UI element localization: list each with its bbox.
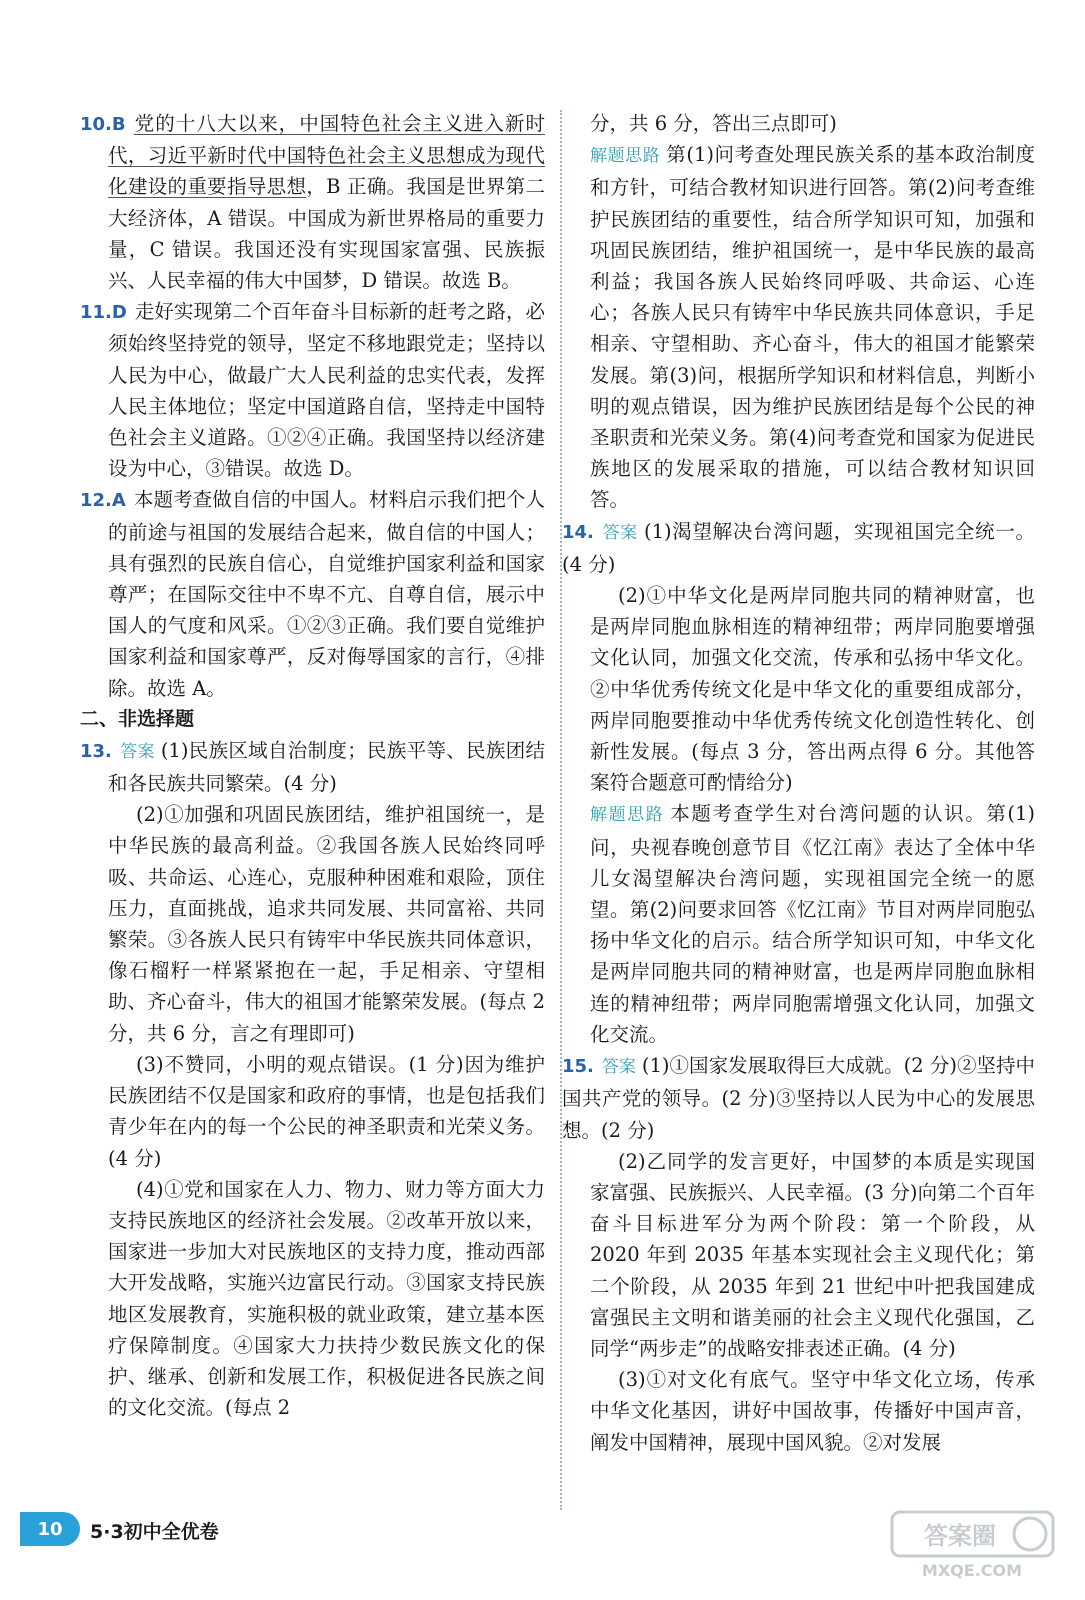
question-13: [80, 735, 545, 799]
question-number: 15.: [562, 1056, 594, 1078]
svg-text:MXQE.COM: MXQE.COM: [921, 1561, 1023, 1580]
watermark-logo: [890, 1510, 1055, 1580]
underlined-text: 党的十八大以来，中国特色社会主义进入新时代，习近平新时代中国特色社会主义思想成为现代化建设的重要指导思想: [108, 112, 545, 199]
answer-paragraph: (2)①中华文化是两岸同胞共同的精神财富，也是两岸同胞血脉相连的精神纽带；两岸同胞要增强文化认同，加强文化交流，传承和弘扬中华文化。②中华优秀传统文化是中华文化的重要组成部分，两岸同胞要推动中华优秀传统文化创造性转化、创新性发展。(每点 3 分，答出两点得 6 分。其他答案符合题意可酌情给分): [590, 584, 1035, 795]
analysis-tag: 解题思路: [590, 146, 661, 167]
question-10: [80, 108, 545, 296]
analysis-13: [590, 139, 1035, 515]
analysis-text: 第(1)问考查处理民族关系的基本政治制度和方针，可结合教材知识进行回答。第(2)问考查维护民族团结的重要性，结合所学知识可知，加强和巩固民族团结，维护祖国统一，是中华民族的最高利益；我国各族人民始终同呼吸、共命运、心连心；各族人民只有铸牢中华民族共同体意识，手足相亲、守望相助、齐心奋斗，伟大的祖国才能繁荣发展。第(3)问，根据所学知识和材料信息，判断小明的观点错误，因为维护民族团结是每个公民的神圣职责和光荣义务。第(4)问考查党和国家为促进民族地区的发展采取的措施，可以结合教材知识回答。: [590, 143, 1036, 512]
answer-paragraph: (3)①对文化有底气。坚守中华文化立场，传承中华文化基因，讲好中国故事，传播好中国声音，阐发中国精神，展现中国风貌。②对发展: [590, 1368, 1035, 1454]
answer-tag: 答案: [119, 741, 155, 762]
continued-text: 分，共 6 分，答出三点即可): [590, 112, 837, 135]
answer-text: (1)渴望解决台湾问题，实现祖国完全统一。(4 分): [562, 519, 1036, 576]
answer-text: 走好实现第二个百年奋斗目标新的赶考之路，必须始终坚持党的领导，坚定不移地跟党走；坚持以人民为中心，做最广大人民利益的忠实代表，发挥人民主体地位；坚定中国道路自信，坚持走中国特色社会主义道路。①②④正确。我国坚持以经济建设为中心，③错误。故选 D。: [108, 300, 545, 481]
book-title: 5·3初中全优卷: [90, 1521, 219, 1543]
answer-paragraph: (2)①加强和巩固民族团结，维护祖国统一，是中华民族的最高利益。②我国各族人民始终同呼吸、共命运、心连心，克服种种困难和艰险，顶住压力，直面挑战，追求共同发展、共同富裕、共同繁荣。③各族人民只有铸牢中华民族共同体意识，像石榴籽一样紧紧抱在一起，手足相亲、守望相助、齐心奋斗，伟大的祖国才能繁荣发展。(每点 2 分，共 6 分，言之有理即可): [108, 803, 545, 1045]
question-number: 13.: [80, 740, 112, 762]
question-number: 11.D: [80, 302, 127, 324]
analysis-text: 本题考查学生对台湾问题的认识。第(1)问，央视春晚创意节目《忆江南》表达了全体中华儿女渴望解决台湾问题，实现祖国完全统一的愿望。第(2)问要求回答《忆江南》节目对两岸同胞弘扬中华文化的启示。结合所学知识可知，中华文化是两岸同胞共同的精神财富，也是两岸同胞血脉相连的精神纽带；两岸同胞需增强文化认同，加强文化交流。: [590, 802, 1036, 1046]
column-divider: [560, 110, 562, 1510]
question-number: 14.: [562, 521, 594, 543]
analysis-14: [590, 798, 1035, 1050]
answer-text: (1)民族区域自治制度；民族平等、民族团结和各民族共同繁荣。(4 分): [108, 738, 546, 796]
question-14: [562, 516, 1035, 580]
question-11: [80, 296, 545, 484]
analysis-tag: 解题思路: [590, 805, 665, 826]
answer-text: ，B 正确。我国是世界第二大经济体，A 错误。中国成为新世界格局的重要力量，C 错误。我国还没有实现国家富强、民族振兴、人民幸福的伟大中国梦，D 错误。故选 B。: [108, 175, 545, 293]
answer-text: (1)①国家发展取得巨大成就。(2 分)②坚持中国共产党的领导。(2 分)③坚持以人民为中心的发展思想。(2 分): [562, 1054, 1035, 1142]
answer-paragraph: (4)①党和国家在人力、物力、财力等方面大力支持民族地区的经济社会发展。②改革开放以来，国家进一步加大对民族地区的支持力度，推动西部大开发战略，实施兴边富民行动。③国家支持民族地区发展教育，实施积极的就业政策，建立基本医疗保障制度。④国家大力扶持少数民族文化的保护、继承、创新和发展工作，积极促进各民族之间的文化交流。(每点 2: [108, 1177, 545, 1420]
question-12: [80, 484, 545, 703]
left-column: [80, 108, 545, 1423]
section-title: 二、非选择题: [80, 707, 195, 730]
answer-tag: 答案: [601, 522, 638, 543]
answer-paragraph: (2)乙同学的发言更好，中国梦的本质是实现国家富强、民族振兴、人民幸福。(3 分)向第二个百年奋斗目标进军分为两个阶段：第一个阶段，从 2020 年到 2035 年基本实现社会主义现代化；第二个阶段，从 2035 年到 21 世纪中叶把我国建成富强民主文明和谐美丽的社会主义现代化强国，乙同学“两步走”的战略安排表述正确。(4 分): [590, 1149, 1035, 1360]
question-15: [562, 1050, 1035, 1146]
question-number: 12.A: [80, 490, 126, 512]
answer-tag: 答案: [601, 1057, 636, 1078]
right-column: [562, 108, 1036, 1458]
answer-paragraph: (3)不赞同，小明的观点错误。(1 分)因为维护民族团结不仅是国家和政府的事情，也是包括我们青少年在内的每一个公民的神圣职责和光荣义务。(4 分): [108, 1052, 545, 1170]
answer-text: 本题考查做自信的中国人。材料启示我们把个人的前途与祖国的发展结合起来，做自信的中国人；具有强烈的民族自信心，自觉维护国家利益和国家尊严；在国际交往中不卑不亢、自尊自信，展示中国人的气度和风采。①②③正确。我们要自觉维护国家利益和国家尊严，反对侮辱国家的言行，④排除。故选 A。: [108, 488, 545, 700]
svg-text:答案圈: 答案圈: [924, 1522, 996, 1550]
question-number: 10.B: [80, 114, 126, 135]
page-number-badge: 10: [20, 1512, 80, 1546]
